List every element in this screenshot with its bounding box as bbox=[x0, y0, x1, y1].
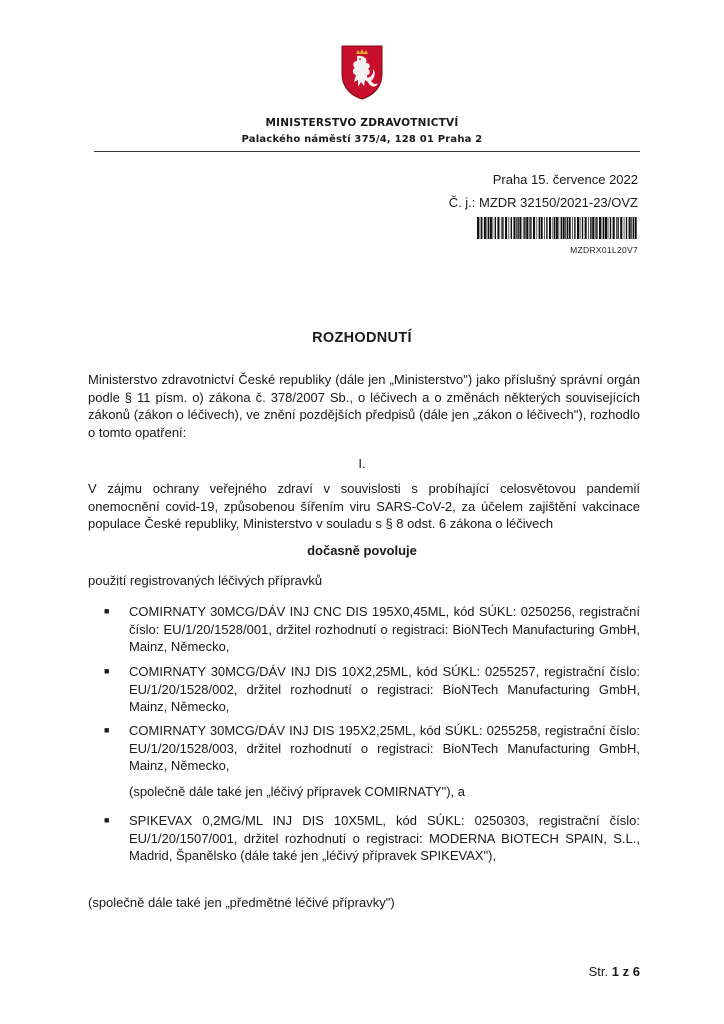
closing-paragraph: (společně dále také jen „předmětné léčivé přípravky") bbox=[88, 895, 395, 910]
intro-paragraph: Ministerstvo zdravotnictví České republiky (dále jen „Ministerstvo") jako příslušný správní orgán podle § 11 písm. o) zákona č. 378/2007 Sb., o léčivech a o změnách některých souvisejících zákonů (zákon o léčivech), ve znění pozdějších předpisů (dále jen „zákon o léčivech"), rozhodlo o tomto opatření: bbox=[88, 372, 640, 440]
page-prefix: Str. bbox=[588, 964, 609, 979]
decision-text: dočasně povoluje bbox=[307, 543, 417, 558]
page-total: 6 bbox=[632, 964, 640, 979]
bullet-icon: ■ bbox=[104, 666, 110, 676]
document-date: Praha 15. července 2022 bbox=[492, 172, 638, 187]
page-current: 1 bbox=[611, 964, 620, 979]
list-item-text: COMIRNATY 30MCG/DÁV INJ DIS 10X2,25ML, kód SÚKL: 0255257, registrační číslo: EU/1/20/1528/002, držitel rozhodnutí o registraci: BioNTech Manufacturing GmbH, Mainz, Německo, bbox=[129, 664, 640, 714]
section-number: I. bbox=[358, 456, 366, 471]
list-item-text: COMIRNATY 30MCG/DÁV INJ DIS 195X2,25ML, kód SÚKL: 0255258, registrační číslo: EU/1/20/1528/003, držitel rozhodnutí o registraci: BioNTech Manufacturing GmbH, Mainz, Německo, bbox=[129, 723, 640, 773]
reference-number: Č. j.: MZDR 32150/2021-23/OVZ bbox=[448, 195, 638, 210]
document-title: ROZHODNUTÍ bbox=[312, 330, 412, 346]
use-intro: použití registrovaných léčivých přípravků bbox=[88, 573, 323, 588]
list-item bbox=[104, 663, 640, 716]
list-item bbox=[104, 812, 640, 865]
comirnaty-note: (společně dále také jen „léčivý přípravek COMIRNATY"), a bbox=[129, 784, 465, 799]
header-divider bbox=[94, 151, 640, 152]
list-item bbox=[104, 722, 640, 775]
barcode-icon bbox=[477, 217, 639, 239]
list-item-text: SPIKEVAX 0,2MG/ML INJ DIS 10X5ML, kód SÚKL: 0250303, registrační číslo: EU/1/20/1507/001, držitel rozhodnutí o registraci: MODERNA BIOTECH SPAIN, S.L., Madrid, Španělsko (dále také jen „léčivý přípravek SPIKEVAX"), bbox=[129, 813, 640, 863]
bullet-icon: ■ bbox=[104, 725, 110, 735]
ministry-name: MINISTERSTVO ZDRAVOTNICTVÍ bbox=[265, 117, 459, 129]
barcode-text: MZDRX01L20V7 bbox=[570, 245, 638, 255]
bullet-icon: ■ bbox=[104, 606, 110, 616]
list-item bbox=[104, 603, 640, 656]
czech-lion-coat-of-arms-icon bbox=[340, 44, 384, 100]
page-number bbox=[589, 964, 640, 979]
body-paragraph: V zájmu ochrany veřejného zdraví v souvislosti s probíhající celosvětovou pandemií onemocnění covid-19, způsobenou šířením viru SARS-CoV-2, za účelem zajištění vakcinace populace České republiky, Ministerstvo v souladu s § 8 odst. 6 zákona o léčivech bbox=[88, 481, 640, 531]
bullet-icon: ■ bbox=[104, 815, 110, 825]
list-item-text: COMIRNATY 30MCG/DÁV INJ CNC DIS 195X0,45ML, kód SÚKL: 0250256, registrační číslo: EU/1/20/1528/001, držitel rozhodnutí o registraci: BioNTech Manufacturing GmbH, Mainz, Německo, bbox=[129, 604, 640, 654]
page-separator: z bbox=[622, 964, 630, 979]
ministry-address: Palackého náměstí 375/4, 128 01 Praha 2 bbox=[241, 134, 483, 145]
